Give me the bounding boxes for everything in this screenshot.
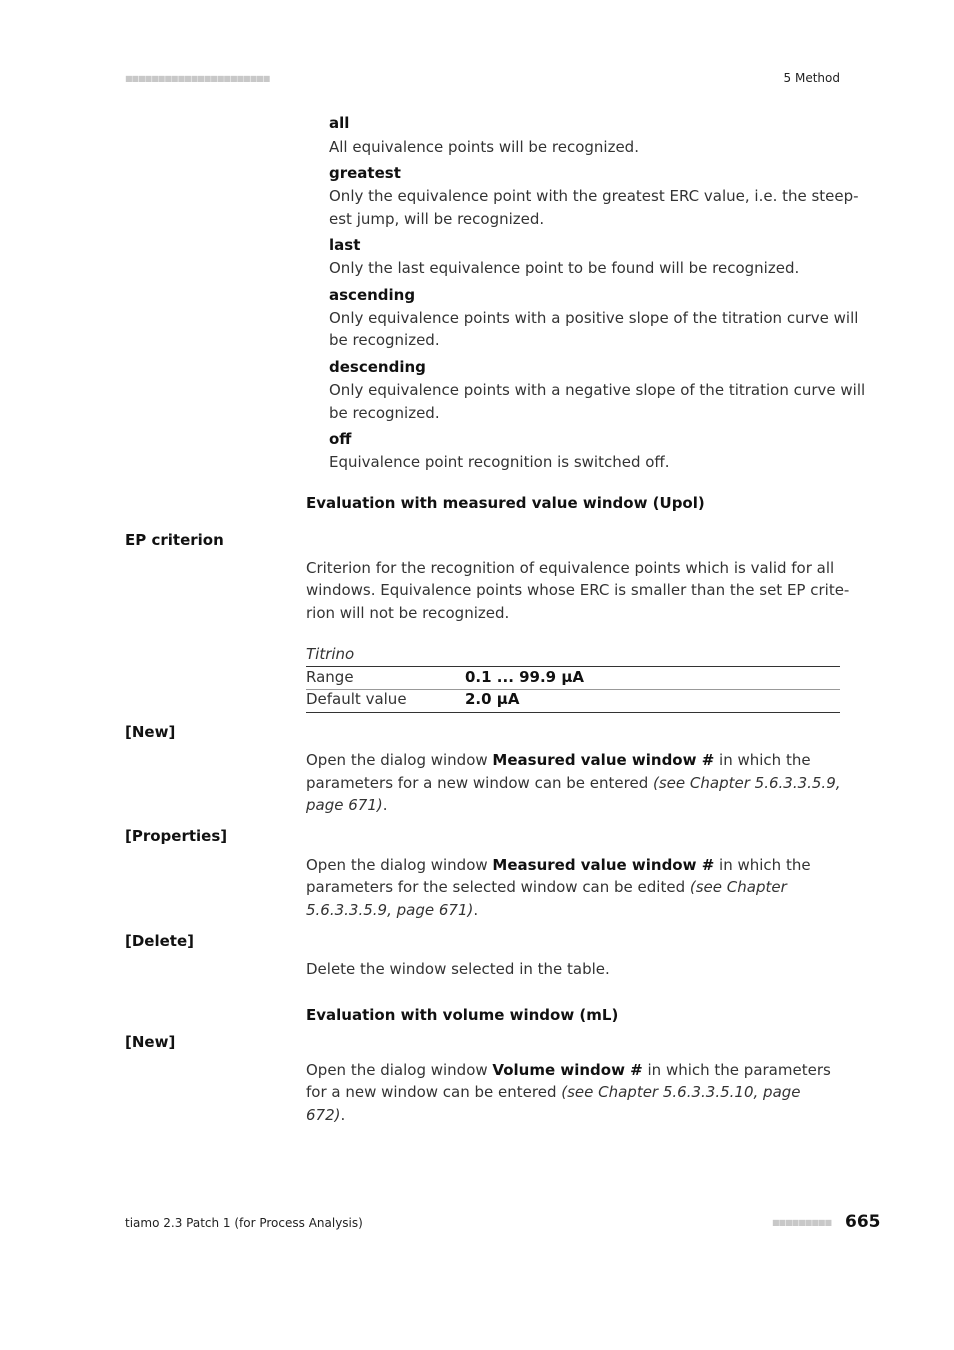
ep-criterion-desc-1: Criterion for the recognition of equivalence points which is valid for all — [306, 559, 835, 577]
table-value-range: 0.1 ... 99.9 µA — [465, 668, 584, 686]
new-volume-page-link[interactable]: 672) — [306, 1106, 341, 1124]
param-label-new-volume: [New] — [125, 1033, 176, 1051]
new-desc-2a: parameters for a new window can be entered — [306, 774, 654, 792]
new-volume-desc-3 — [306, 1104, 345, 1127]
table-top-rule — [306, 666, 840, 667]
table-bottom-rule — [306, 712, 840, 713]
ep-criterion-desc-3: rion will not be recognized. — [306, 604, 510, 622]
option-term-greatest: greatest — [329, 164, 401, 182]
footer-decoration: ■■■■■■■■■ — [772, 1218, 832, 1227]
table-label-range: Range — [306, 668, 354, 686]
new-volume-desc-1b: Volume window # — [492, 1061, 643, 1079]
new-volume-chapter-link[interactable]: (see Chapter 5.6.3.3.5.10, page — [561, 1083, 801, 1101]
new-chapter-link[interactable]: (see Chapter 5.6.3.3.5.9, — [653, 774, 841, 792]
param-label-new: [New] — [125, 723, 176, 741]
table-label-default: Default value — [306, 690, 407, 708]
table-caption: Titrino — [306, 645, 355, 663]
option-term-off: off — [329, 430, 352, 448]
new-page-link[interactable]: page 671) — [306, 796, 383, 814]
option-desc-descending-2: be recognized. — [329, 404, 440, 422]
section-heading-volume: Evaluation with volume window (mL) — [306, 1006, 619, 1024]
delete-desc: Delete the window selected in the table. — [306, 960, 610, 978]
param-label-delete: [Delete] — [125, 932, 194, 950]
running-header-chapter: 5 Method — [783, 71, 840, 85]
new-volume-desc-2a: for a new window can be entered — [306, 1083, 562, 1101]
option-term-last: last — [329, 236, 361, 254]
new-volume-desc-2 — [306, 1081, 801, 1104]
option-desc-last: Only the last equivalence point to be found will be recognized. — [329, 259, 800, 277]
page-number: 665 — [845, 1212, 881, 1232]
new-volume-desc-3b: . — [340, 1106, 346, 1124]
option-term-all: all — [329, 114, 350, 132]
properties-chapter-link[interactable]: (see Chapter — [689, 878, 787, 896]
new-desc-1b: Measured value window # — [492, 751, 715, 769]
option-desc-all: All equivalence points will be recognized. — [329, 138, 639, 156]
new-volume-desc-1a: Open the dialog window — [306, 1061, 493, 1079]
option-term-descending: descending — [329, 358, 426, 376]
option-desc-ascending-1: Only equivalence points with a positive slope of the titration curve will — [329, 309, 859, 327]
table-value-default: 2.0 µA — [465, 690, 520, 708]
properties-desc-1b: Measured value window # — [492, 856, 715, 874]
param-label-ep-criterion: EP criterion — [125, 531, 224, 549]
properties-page-link[interactable]: 5.6.3.3.5.9, page 671) — [306, 901, 474, 919]
option-term-ascending: ascending — [329, 286, 416, 304]
option-desc-greatest-1: Only the equivalence point with the greatest ERC value, i.e. the steep- — [329, 187, 859, 205]
option-desc-ascending-2: be recognized. — [329, 331, 440, 349]
footer-product-name: tiamo 2.3 Patch 1 (for Process Analysis) — [125, 1216, 363, 1230]
new-volume-desc-1 — [306, 1059, 831, 1082]
ep-criterion-desc-2: windows. Equivalence points whose ERC is smaller than the set EP crite- — [306, 581, 850, 599]
new-desc-3 — [306, 794, 388, 817]
new-desc-1 — [306, 749, 811, 772]
new-volume-desc-1c: in which the parameters — [642, 1061, 831, 1079]
properties-desc-2 — [306, 876, 787, 899]
new-desc-3b: . — [382, 796, 388, 814]
properties-desc-3b: . — [473, 901, 479, 919]
properties-desc-2a: parameters for the selected window can be edited — [306, 878, 690, 896]
properties-desc-1a: Open the dialog window — [306, 856, 493, 874]
option-desc-greatest-2: est jump, will be recognized. — [329, 210, 545, 228]
properties-desc-1 — [306, 854, 811, 877]
param-label-properties: [Properties] — [125, 827, 228, 845]
new-desc-1a: Open the dialog window — [306, 751, 493, 769]
option-desc-descending-1: Only equivalence points with a negative slope of the titration curve will — [329, 381, 866, 399]
header-decoration: ■■■■■■■■■■■■■■■■■■■■■■ — [125, 74, 270, 83]
new-desc-2 — [306, 772, 841, 795]
section-heading-upol: Evaluation with measured value window (Upol) — [306, 494, 705, 512]
properties-desc-1c: in which the — [714, 856, 811, 874]
new-desc-1c: in which the — [714, 751, 811, 769]
properties-desc-3 — [306, 899, 478, 922]
option-desc-off: Equivalence point recognition is switched off. — [329, 453, 670, 471]
